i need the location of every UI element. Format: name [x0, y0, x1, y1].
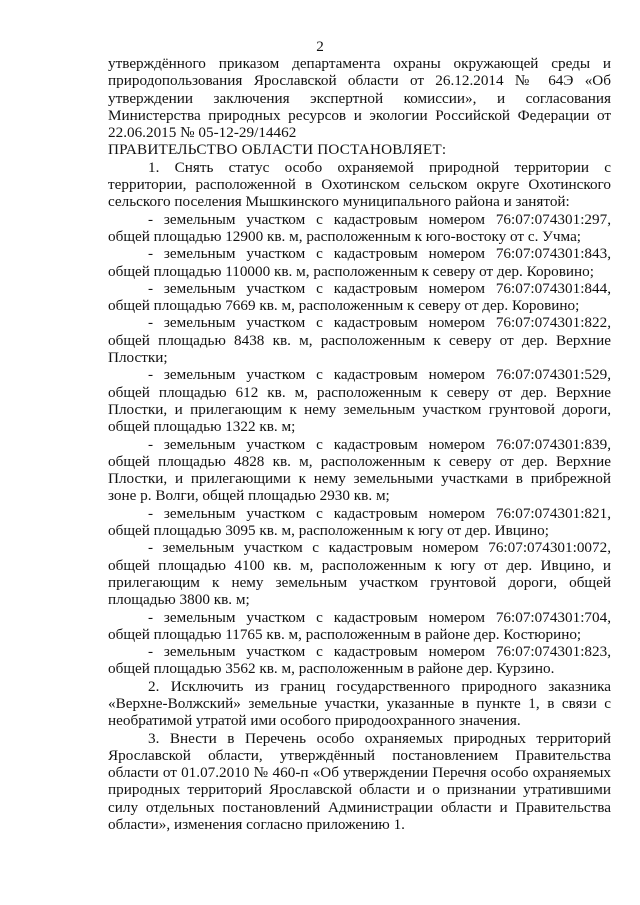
plot-paragraph: - земельным участком с кадастровым номером 76:07:074301:297, общей площадью 12900 кв. м, расположенным к юго-востоку от с. Учма; — [108, 210, 611, 245]
item-2-paragraph: 2. Исключить из границ государственного природного заказника «Верхне-Волжский» земельные участки, указанные в пункте 1, в связи с необратимой утратой ими особого природоохранного значения. — [108, 677, 611, 730]
decree-heading: ПРАВИТЕЛЬСТВО ОБЛАСТИ ПОСТАНОВЛЯЕТ: — [108, 141, 447, 159]
plot-paragraph: - земельным участком с кадастровым номером 76:07:074301:823, общей площадью 3562 кв. м, расположенным в районе дер. Курзино. — [108, 643, 611, 678]
item-1-paragraph: 1. Снять статус особо охраняемой природной территории с территории, расположенной в Охотинском сельском округе Охотинского сельского поселения Мышкинского муниципального района и занятой: — [108, 158, 611, 211]
plot-paragraph: - земельным участком с кадастровым номером 76:07:074301:839, общей площадью 4828 кв. м, расположенным к северу от дер. Верхние Плостки, и прилегающими к нему земельными участками в прибрежной зоне р. Волги, общей площадью 2930 кв. м; — [108, 435, 611, 505]
intro-paragraph: утверждённого приказом департамента охраны окружающей среды и природопользования Ярославской области от 26.12.2014 № 64Э «Об утверждении заключения экспертной комиссии», и согласования Министерства природных ресурсов и экологии Российской Федерации от 22.06.2015 № 05-12-29/14462 — [108, 55, 611, 142]
plot-paragraph: - земельным участком с кадастровым номером 76:07:074301:844, общей площадью 7669 кв. м, расположенным к северу от дер. Коровино; — [108, 279, 611, 315]
plot-paragraph: - земельным участком с кадастровым номером 76:07:074301:843, общей площадью 110000 кв. м, расположенным к северу от дер. Коровино; — [108, 245, 611, 280]
plot-paragraph: - земельным участком с кадастровым номером 76:07:074301:0072, общей площадью 4100 кв. м, расположенным к югу от дер. Ивцино, и прилегающим к нему земельным участком грунтовой дороги, общей площадью 3800 кв. м; — [108, 539, 611, 609]
document-body — [108, 55, 611, 833]
plot-paragraph: - земельным участком с кадастровым номером 76:07:074301:529, общей площадью 612 кв. м, расположенным к северу от дер. Верхние Плостки, и прилегающим к нему земельным участком грунтовой дороги, общей площадью 1322 кв. м; — [108, 366, 611, 436]
plot-paragraph: - земельным участком с кадастровым номером 76:07:074301:821, общей площадью 3095 кв. м, расположенным к югу от дер. Ивцино; — [108, 504, 611, 540]
item-3-paragraph: 3. Внести в Перечень особо охраняемых природных территорий Ярославской области, утверждённый постановлением Правительства области от 01.07.2010 № 460-п «Об утверждении Перечня особо охраняемых природных территорий Ярославской области и о признании утратившими силу отдельных постановлений Администрации области и Правительства области», изменения согласно приложению 1. — [108, 729, 611, 834]
plot-paragraph: - земельным участком с кадастровым номером 76:07:074301:822, общей площадью 8438 кв. м, расположенным к северу от дер. Верхние Плостки; — [108, 314, 611, 367]
page-number: 2 — [316, 38, 324, 55]
plot-paragraph: - земельным участком с кадастровым номером 76:07:074301:704, общей площадью 11765 кв. м, расположенным в районе дер. Костюрино; — [108, 608, 611, 643]
